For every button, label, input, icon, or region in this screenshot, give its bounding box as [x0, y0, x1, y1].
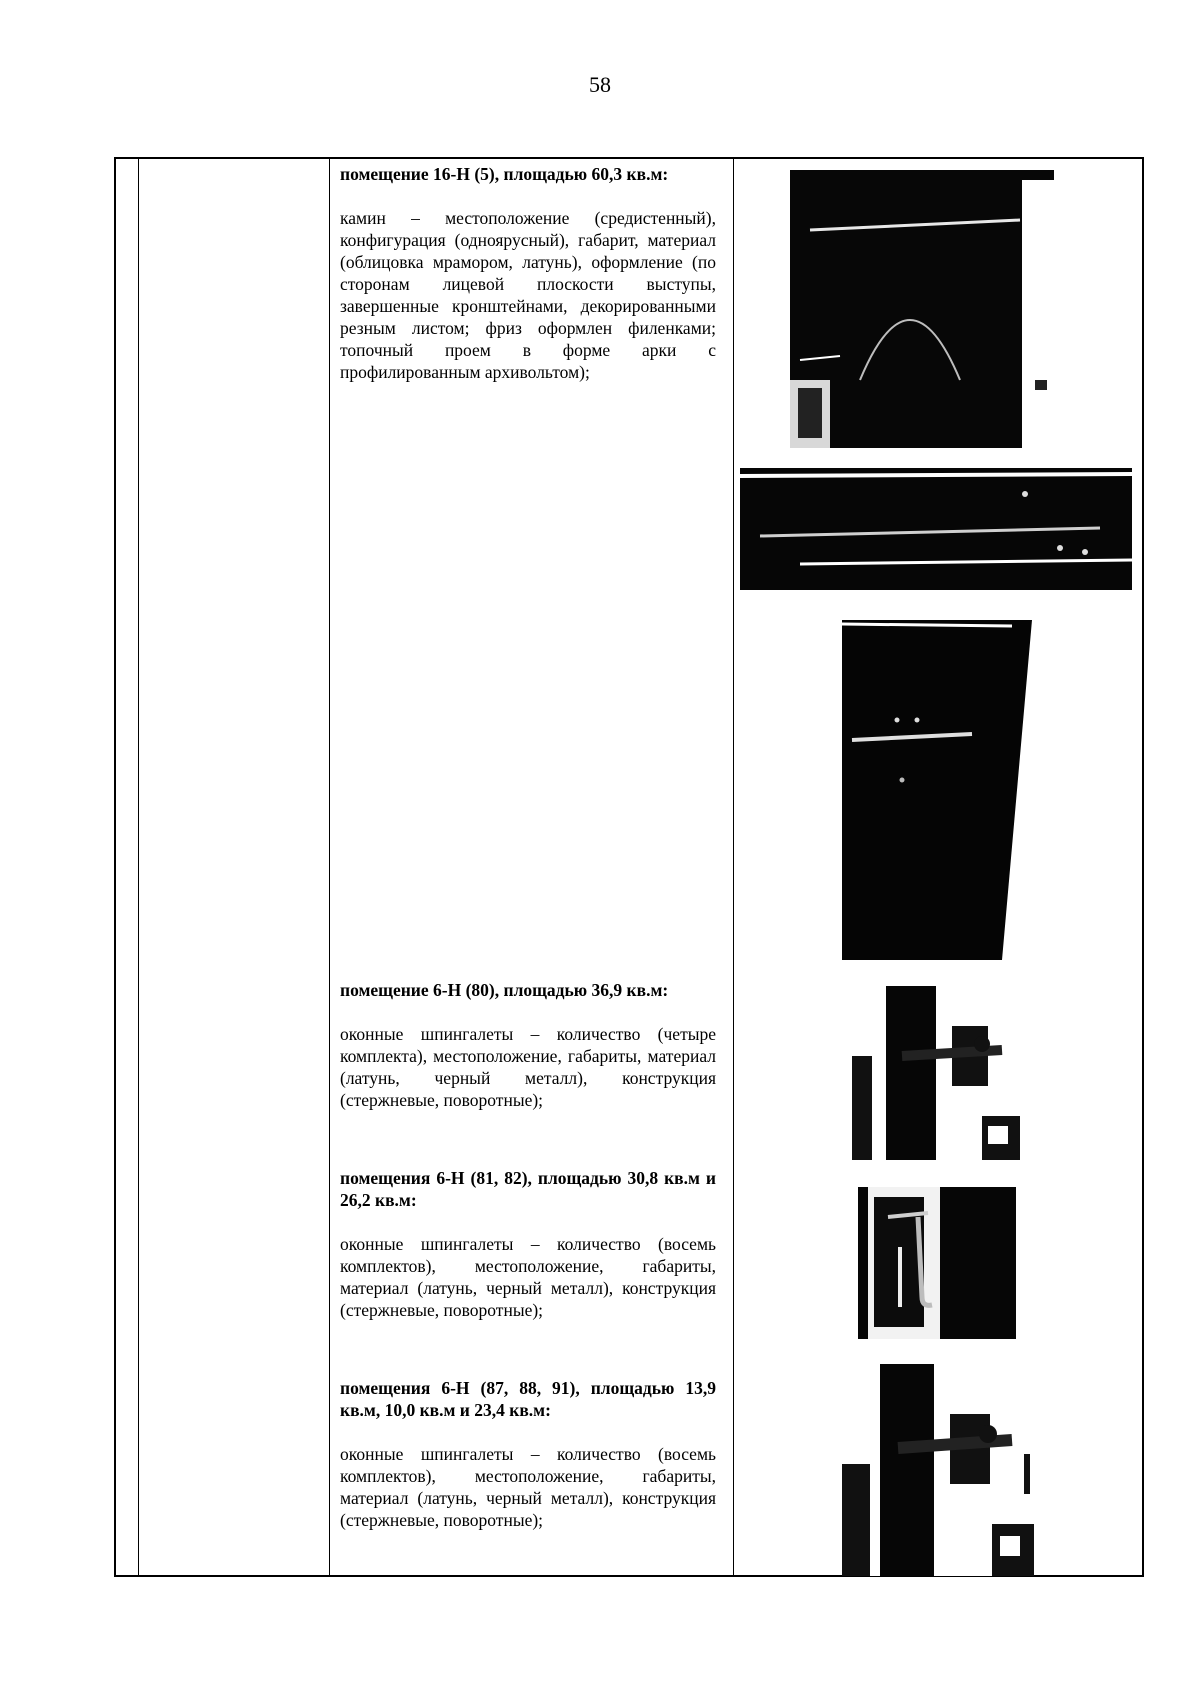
window-latch-photo-3 — [842, 1364, 1034, 1576]
window-latch-photo-1 — [852, 986, 1020, 1160]
column-divider-1 — [138, 159, 139, 1575]
entry-body: оконные шпингалеты – количество (восемь комплектов), местоположение, габариты, материал (латунь, черный металл), конструкция (стержневые, поворотные); — [340, 1234, 716, 1320]
entry-room-16n-5 — [340, 163, 716, 383]
entry-body: оконные шпингалеты – количество (восемь комплектов), местоположение, габариты, материал (латунь, черный металл), конструкция (стержневые, поворотные); — [340, 1444, 716, 1530]
entry-body: камин – местоположение (средистенный), конфигурация (одноярусный), габарит, материал (облицовка мрамором, латунь), оформление (по сторонам лицевой плоскости выступы, завершенные кронштейнами, декорированными резным листом; фриз оформлен филенками; топочный проем в форме арки с профилированным архивольтом); — [340, 208, 716, 382]
entry-heading: помещения 6-Н (81, 82), площадью 30,8 кв.м и 26,2 кв.м: — [340, 1168, 716, 1210]
entry-heading: помещение 6-Н (80), площадью 36,9 кв.м: — [340, 980, 669, 1000]
entry-room-6n-81-82 — [340, 1167, 716, 1321]
fireplace-side-photo — [842, 620, 1032, 960]
entry-room-6n-87-88-91 — [340, 1377, 716, 1531]
window-latch-photo-2 — [858, 1187, 1016, 1339]
entry-body: оконные шпингалеты – количество (четыре комплекта), местоположение, габариты, материал (латунь, черный металл), конструкция (стержневые, поворотные); — [340, 1024, 716, 1110]
entry-heading: помещения 6-Н (87, 88, 91), площадью 13,9 кв.м, 10,0 кв.м и 23,4 кв.м: — [340, 1378, 716, 1420]
column-divider-2 — [329, 159, 330, 1575]
fireplace-photo — [790, 160, 1054, 448]
entry-heading: помещение 16-Н (5), площадью 60,3 кв.м: — [340, 164, 669, 184]
fireplace-frieze-photo — [740, 468, 1132, 590]
column-divider-3 — [733, 159, 734, 1575]
entry-room-6n-80 — [340, 979, 716, 1111]
page-number: 58 — [589, 72, 611, 97]
